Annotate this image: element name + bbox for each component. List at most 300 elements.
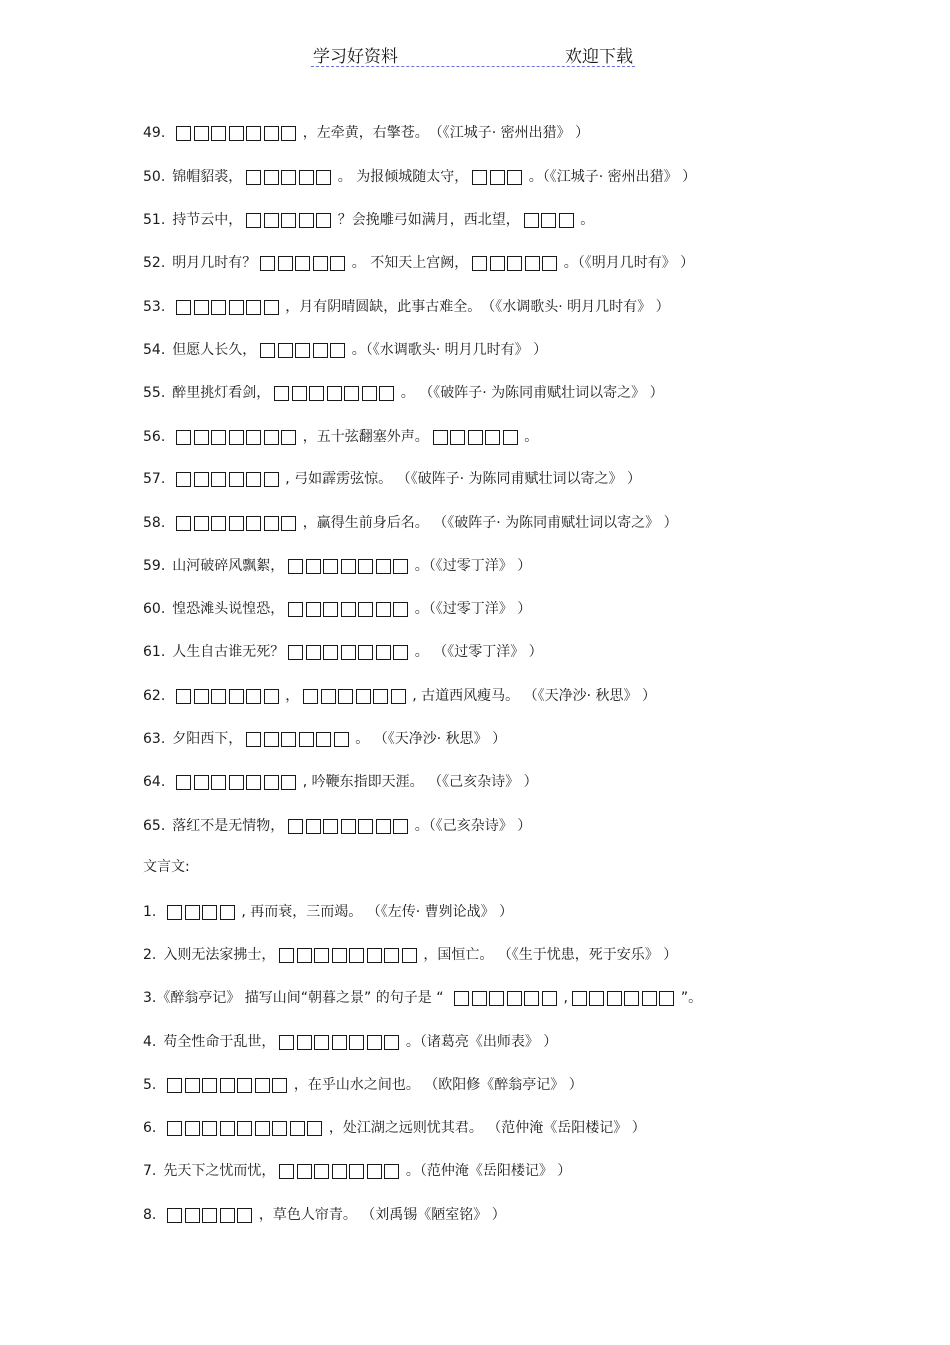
answer-blank-boxes[interactable]: [167, 1118, 325, 1138]
question-text: 夕阳西下，: [172, 731, 243, 747]
blank-box[interactable]: [202, 1078, 217, 1093]
blank-box[interactable]: [229, 300, 244, 315]
answer-blank-boxes[interactable]: [288, 642, 411, 662]
blank-box[interactable]: [237, 1208, 252, 1223]
blank-box[interactable]: [314, 1035, 329, 1050]
blank-box[interactable]: [299, 732, 314, 747]
blank-box[interactable]: [306, 819, 321, 834]
question-text: ，在乎山水之间也。 （欧阳修《醉翁亭记》 ）: [293, 1077, 583, 1093]
blank-box[interactable]: [185, 905, 200, 920]
question-text: 惶恐滩头说惶恐，: [172, 601, 285, 617]
blank-box[interactable]: [314, 1164, 329, 1179]
blank-box[interactable]: [281, 516, 296, 531]
answer-blank-boxes[interactable]: [176, 686, 281, 706]
question-line: [143, 816, 531, 836]
blank-box[interactable]: [274, 386, 289, 401]
blank-box[interactable]: [288, 602, 303, 617]
answer-blank-boxes[interactable]: [260, 340, 348, 360]
blank-box[interactable]: [194, 472, 209, 487]
blank-box[interactable]: [344, 386, 359, 401]
blank-box[interactable]: [316, 732, 331, 747]
blank-box[interactable]: [246, 472, 261, 487]
blank-box[interactable]: [393, 819, 408, 834]
blank-box[interactable]: [572, 991, 587, 1006]
question-text: 苟全性命于乱世，: [163, 1034, 276, 1050]
question-text: 但愿人长久，: [172, 342, 257, 358]
answer-blank-boxes[interactable]: [176, 297, 281, 317]
question-number: 2.: [143, 947, 157, 963]
answer-blank-boxes[interactable]: [472, 167, 525, 187]
blank-box[interactable]: [229, 472, 244, 487]
blank-box[interactable]: [316, 213, 331, 228]
header-right-text: 欢迎下载: [565, 47, 633, 67]
answer-blank-boxes[interactable]: [433, 427, 521, 447]
question-text: 持节云中，: [172, 212, 243, 228]
blank-box[interactable]: [323, 645, 338, 660]
blank-box[interactable]: [279, 1035, 294, 1050]
blank-box[interactable]: [309, 386, 324, 401]
answer-blank-boxes[interactable]: [246, 729, 351, 749]
question-text: ，: [285, 688, 300, 704]
blank-box[interactable]: [237, 1121, 252, 1136]
blank-box[interactable]: [323, 559, 338, 574]
blank-box[interactable]: [323, 602, 338, 617]
blank-box[interactable]: [376, 602, 391, 617]
blank-box[interactable]: [297, 1164, 312, 1179]
blank-box[interactable]: [220, 1078, 235, 1093]
blank-box[interactable]: [559, 213, 574, 228]
question-line: [143, 772, 538, 792]
answer-blank-boxes[interactable]: [472, 253, 560, 273]
question-line: [143, 383, 664, 403]
header-left-text: 学习好资料: [313, 47, 398, 67]
blank-box[interactable]: [281, 430, 296, 445]
blank-box[interactable]: [541, 213, 556, 228]
blank-box[interactable]: [264, 472, 279, 487]
blank-box[interactable]: [272, 1078, 287, 1093]
blank-box[interactable]: [341, 602, 356, 617]
answer-blank-boxes[interactable]: [246, 167, 334, 187]
question-number: 52.: [143, 255, 166, 271]
question-number: 1.: [143, 904, 157, 920]
blank-box[interactable]: [295, 343, 310, 358]
question-line: [143, 988, 702, 1008]
blank-box[interactable]: [264, 516, 279, 531]
question-text: ，赢得生前身后名。 （《破阵子· 为陈同甫赋壮词以寄之》 ）: [302, 515, 678, 531]
answer-blank-boxes[interactable]: [167, 1075, 290, 1095]
blank-box[interactable]: [220, 905, 235, 920]
blank-box[interactable]: [299, 213, 314, 228]
blank-box[interactable]: [507, 256, 522, 271]
question-line: [143, 599, 531, 619]
blank-box[interactable]: [202, 905, 217, 920]
blank-box[interactable]: [246, 732, 261, 747]
question-line: [143, 253, 694, 273]
blank-box[interactable]: [393, 559, 408, 574]
question-text: 。（范仲淹《岳阳楼记》 ）: [405, 1163, 572, 1179]
blank-box[interactable]: [211, 775, 226, 790]
blank-box[interactable]: [167, 1078, 182, 1093]
question-line: [143, 729, 506, 749]
blank-box[interactable]: [507, 170, 522, 185]
blank-box[interactable]: [194, 516, 209, 531]
question-line: [143, 556, 531, 576]
answer-blank-boxes[interactable]: [279, 1032, 402, 1052]
answer-blank-boxes[interactable]: [246, 210, 334, 230]
question-number: 58.: [143, 515, 166, 531]
blank-box[interactable]: [472, 170, 487, 185]
blank-box[interactable]: [393, 645, 408, 660]
blank-box[interactable]: [211, 472, 226, 487]
blank-box[interactable]: [194, 689, 209, 704]
blank-box[interactable]: [176, 689, 191, 704]
question-text: ？会挽雕弓如满月，西北望，: [337, 212, 520, 228]
blank-box[interactable]: [341, 645, 356, 660]
blank-box[interactable]: [167, 905, 182, 920]
blank-box[interactable]: [264, 126, 279, 141]
blank-box[interactable]: [373, 689, 388, 704]
question-number: 53.: [143, 299, 166, 315]
blank-box[interactable]: [255, 1121, 270, 1136]
blank-box[interactable]: [211, 300, 226, 315]
blank-box[interactable]: [279, 948, 294, 963]
answer-blank-boxes[interactable]: [176, 772, 299, 792]
blank-box[interactable]: [288, 819, 303, 834]
question-text: 。 不知天上宫阙，: [351, 255, 469, 271]
blank-box[interactable]: [264, 300, 279, 315]
page-header: [311, 42, 635, 67]
blank-box[interactable]: [503, 430, 518, 445]
blank-box[interactable]: [202, 1121, 217, 1136]
question-line: [143, 945, 677, 965]
blank-box[interactable]: [246, 213, 261, 228]
section-title: 文言文:: [143, 859, 190, 875]
blank-box[interactable]: [185, 1121, 200, 1136]
question-text: ”。: [680, 990, 703, 1006]
blank-box[interactable]: [211, 126, 226, 141]
question-line: [143, 340, 547, 360]
blank-box[interactable]: [185, 1078, 200, 1093]
question-line: [143, 427, 538, 447]
answer-blank-boxes[interactable]: [288, 816, 411, 836]
blank-box[interactable]: [313, 256, 328, 271]
question-text: 。 （《过零丁洋》 ）: [414, 644, 543, 660]
blank-box[interactable]: [314, 948, 329, 963]
blank-box[interactable]: [194, 126, 209, 141]
answer-blank-boxes[interactable]: [572, 988, 677, 1008]
question-text: （《水调歌头· 明月几时有》 ）: [481, 299, 670, 315]
blank-box[interactable]: [295, 256, 310, 271]
blank-box[interactable]: [376, 819, 391, 834]
blank-box[interactable]: [524, 991, 539, 1006]
answer-blank-boxes[interactable]: [176, 513, 299, 533]
blank-box[interactable]: [384, 948, 399, 963]
question-line: [143, 297, 670, 317]
blank-box[interactable]: [384, 1164, 399, 1179]
answer-blank-boxes[interactable]: [176, 469, 281, 489]
blank-box[interactable]: [472, 991, 487, 1006]
answer-blank-boxes[interactable]: [288, 556, 411, 576]
blank-box[interactable]: [229, 516, 244, 531]
blank-box[interactable]: [341, 819, 356, 834]
blank-box[interactable]: [185, 1208, 200, 1223]
blank-box[interactable]: [313, 343, 328, 358]
question-line: [143, 1032, 557, 1052]
blank-box[interactable]: [237, 1078, 252, 1093]
question-number: 54.: [143, 342, 166, 358]
blank-box[interactable]: [624, 991, 639, 1006]
question-number: 6.: [143, 1120, 157, 1136]
blank-box[interactable]: [332, 1164, 347, 1179]
question-number: 64.: [143, 774, 166, 790]
blank-box[interactable]: [349, 1035, 364, 1050]
question-text: , 弓如霹雳弦惊。 （《破阵子· 为陈同甫赋壮词以寄之》 ）: [285, 471, 641, 487]
blank-box[interactable]: [167, 1121, 182, 1136]
answer-blank-boxes[interactable]: [167, 902, 237, 922]
blank-box[interactable]: [246, 516, 261, 531]
question-text: 先天下之忧而忧，: [163, 1163, 276, 1179]
blank-box[interactable]: [358, 819, 373, 834]
blank-box[interactable]: [358, 602, 373, 617]
blank-box[interactable]: [246, 689, 261, 704]
blank-box[interactable]: [288, 645, 303, 660]
question-number: 60.: [143, 601, 166, 617]
blank-box[interactable]: [524, 213, 539, 228]
blank-box[interactable]: [330, 256, 345, 271]
question-text: 落红不是无情物，: [172, 818, 285, 834]
question-line: [143, 210, 594, 230]
blank-box[interactable]: [176, 126, 191, 141]
question-number: 4.: [143, 1034, 157, 1050]
blank-box[interactable]: [327, 386, 342, 401]
question-number: 49.: [143, 125, 166, 141]
blank-box[interactable]: [330, 343, 345, 358]
blank-box[interactable]: [246, 775, 261, 790]
question-line: [143, 642, 543, 662]
blank-box[interactable]: [607, 991, 622, 1006]
blank-box[interactable]: [306, 645, 321, 660]
blank-box[interactable]: [264, 213, 279, 228]
blank-box[interactable]: [264, 430, 279, 445]
blank-box[interactable]: [542, 256, 557, 271]
blank-box[interactable]: [376, 559, 391, 574]
question-number: 63.: [143, 731, 166, 747]
blank-box[interactable]: [489, 991, 504, 1006]
blank-box[interactable]: [306, 559, 321, 574]
blank-box[interactable]: [246, 300, 261, 315]
question-text: 。 （《破阵子· 为陈同甫赋壮词以寄之》 ）: [400, 385, 664, 401]
answer-blank-boxes[interactable]: [167, 1205, 255, 1225]
question-text: 。（《过零丁洋》 ）: [414, 558, 532, 574]
blank-box[interactable]: [468, 430, 483, 445]
blank-box[interactable]: [229, 126, 244, 141]
blank-box[interactable]: [229, 430, 244, 445]
question-text: , 古道西风瘦马。 （《天净沙· 秋思》 ）: [412, 688, 656, 704]
question-line: [143, 1205, 506, 1225]
blank-box[interactable]: [454, 991, 469, 1006]
question-text: ，左牵黄，右擎苍。: [302, 125, 429, 141]
blank-box[interactable]: [281, 170, 296, 185]
question-number: 61.: [143, 644, 166, 660]
question-line: [143, 686, 656, 706]
question-text: 。 为报倾城随太守，: [337, 169, 469, 185]
blank-box[interactable]: [485, 430, 500, 445]
blank-box[interactable]: [288, 559, 303, 574]
question-number: 59.: [143, 558, 166, 574]
blank-box[interactable]: [659, 991, 674, 1006]
blank-box[interactable]: [332, 948, 347, 963]
blank-box[interactable]: [281, 732, 296, 747]
blank-box[interactable]: [176, 430, 191, 445]
question-text: （《江城子· 密州出猎》 ）: [428, 125, 590, 141]
blank-box[interactable]: [358, 645, 373, 660]
question-text: 醉里挑灯看剑，: [172, 385, 271, 401]
question-text: 入则无法家拂士，: [163, 947, 276, 963]
blank-box[interactable]: [220, 1208, 235, 1223]
question-text: 。（诸葛亮《出师表》 ）: [405, 1034, 558, 1050]
question-text: , 吟鞭东指即天涯。 （《己亥杂诗》 ）: [302, 774, 538, 790]
blank-box[interactable]: [358, 559, 373, 574]
question-text: 。 （《天净沙· 秋思》 ）: [355, 731, 507, 747]
question-text: ，处江湖之远则忧其君。 （范仲淹《岳阳楼记》 ）: [328, 1120, 646, 1136]
blank-box[interactable]: [367, 1035, 382, 1050]
blank-box[interactable]: [194, 775, 209, 790]
blank-box[interactable]: [194, 300, 209, 315]
blank-box[interactable]: [391, 689, 406, 704]
question-text: 。（《过零丁洋》 ）: [414, 601, 532, 617]
answer-blank-boxes[interactable]: [274, 383, 397, 403]
blank-box[interactable]: [450, 430, 465, 445]
question-number: 62.: [143, 688, 166, 704]
blank-box[interactable]: [525, 256, 540, 271]
question-line: [143, 123, 589, 143]
blank-box[interactable]: [307, 1121, 322, 1136]
blank-box[interactable]: [229, 775, 244, 790]
blank-box[interactable]: [264, 775, 279, 790]
blank-box[interactable]: [490, 256, 505, 271]
blank-box[interactable]: [349, 948, 364, 963]
answer-blank-boxes[interactable]: [288, 599, 411, 619]
blank-box[interactable]: [260, 343, 275, 358]
question-number: 55.: [143, 385, 166, 401]
answer-blank-boxes[interactable]: [279, 1161, 402, 1181]
blank-box[interactable]: [229, 689, 244, 704]
blank-box[interactable]: [279, 1164, 294, 1179]
blank-box[interactable]: [194, 430, 209, 445]
blank-box[interactable]: [281, 775, 296, 790]
answer-blank-boxes[interactable]: [454, 988, 559, 1008]
question-text: 。（《江城子· 密州出猎》 ）: [528, 169, 697, 185]
blank-box[interactable]: [202, 1208, 217, 1223]
blank-box[interactable]: [362, 386, 377, 401]
blank-box[interactable]: [176, 516, 191, 531]
blank-box[interactable]: [332, 1035, 347, 1050]
answer-blank-boxes[interactable]: [176, 123, 299, 143]
blank-box[interactable]: [472, 256, 487, 271]
blank-box[interactable]: [356, 689, 371, 704]
blank-box[interactable]: [264, 170, 279, 185]
blank-box[interactable]: [303, 689, 318, 704]
blank-box[interactable]: [211, 689, 226, 704]
blank-box[interactable]: [211, 430, 226, 445]
blank-box[interactable]: [246, 126, 261, 141]
question-number: 8.: [143, 1207, 157, 1223]
blank-box[interactable]: [393, 602, 408, 617]
answer-blank-boxes[interactable]: [279, 945, 419, 965]
blank-box[interactable]: [507, 991, 522, 1006]
question-text: 。（《水调歌头· 明月几时有》 ）: [351, 342, 548, 358]
blank-box[interactable]: [379, 386, 394, 401]
blank-box[interactable]: [281, 126, 296, 141]
answer-blank-boxes[interactable]: [524, 210, 577, 230]
question-number: 50.: [143, 169, 166, 185]
blank-box[interactable]: [246, 170, 261, 185]
answer-blank-boxes[interactable]: [303, 686, 408, 706]
blank-box[interactable]: [264, 689, 279, 704]
blank-box[interactable]: [589, 991, 604, 1006]
blank-box[interactable]: [272, 1121, 287, 1136]
blank-box[interactable]: [220, 1121, 235, 1136]
blank-box[interactable]: [297, 1035, 312, 1050]
question-number: 51.: [143, 212, 166, 228]
blank-box[interactable]: [316, 170, 331, 185]
blank-box[interactable]: [367, 948, 382, 963]
question-text: 人生自古谁无死？: [172, 644, 285, 660]
blank-box[interactable]: [402, 948, 417, 963]
blank-box[interactable]: [642, 991, 657, 1006]
blank-box[interactable]: [278, 256, 293, 271]
blank-box[interactable]: [255, 1078, 270, 1093]
blank-box[interactable]: [176, 472, 191, 487]
blank-box[interactable]: [321, 689, 336, 704]
question-text: 。（《明月几时有》 ）: [563, 255, 695, 271]
question-text: 明月几时有？: [172, 255, 257, 271]
question-text: ，草色人帘青。 （刘禹锡《陋室铭》 ）: [258, 1207, 506, 1223]
blank-box[interactable]: [211, 516, 226, 531]
blank-box[interactable]: [306, 602, 321, 617]
blank-box[interactable]: [376, 645, 391, 660]
blank-box[interactable]: [278, 343, 293, 358]
blank-box[interactable]: [384, 1035, 399, 1050]
blank-box[interactable]: [292, 386, 307, 401]
question-text: ，月有阴晴圆缺，此事古难全。: [285, 299, 482, 315]
blank-box[interactable]: [264, 732, 279, 747]
blank-box[interactable]: [299, 170, 314, 185]
blank-box[interactable]: [349, 1164, 364, 1179]
blank-box[interactable]: [176, 300, 191, 315]
blank-box[interactable]: [542, 991, 557, 1006]
blank-box[interactable]: [260, 256, 275, 271]
blank-box[interactable]: [167, 1208, 182, 1223]
answer-blank-boxes[interactable]: [176, 427, 299, 447]
blank-box[interactable]: [281, 213, 296, 228]
blank-box[interactable]: [338, 689, 353, 704]
blank-box[interactable]: [297, 948, 312, 963]
blank-box[interactable]: [433, 430, 448, 445]
question-text: 山河破碎风飘絮，: [172, 558, 285, 574]
blank-box[interactable]: [176, 775, 191, 790]
blank-box[interactable]: [341, 559, 356, 574]
blank-box[interactable]: [246, 430, 261, 445]
blank-box[interactable]: [290, 1121, 305, 1136]
answer-blank-boxes[interactable]: [260, 253, 348, 273]
question-text: 。（《己亥杂诗》 ）: [414, 818, 532, 834]
question-number: 65.: [143, 818, 166, 834]
blank-box[interactable]: [323, 819, 338, 834]
blank-box[interactable]: [367, 1164, 382, 1179]
blank-box[interactable]: [334, 732, 349, 747]
blank-box[interactable]: [490, 170, 505, 185]
